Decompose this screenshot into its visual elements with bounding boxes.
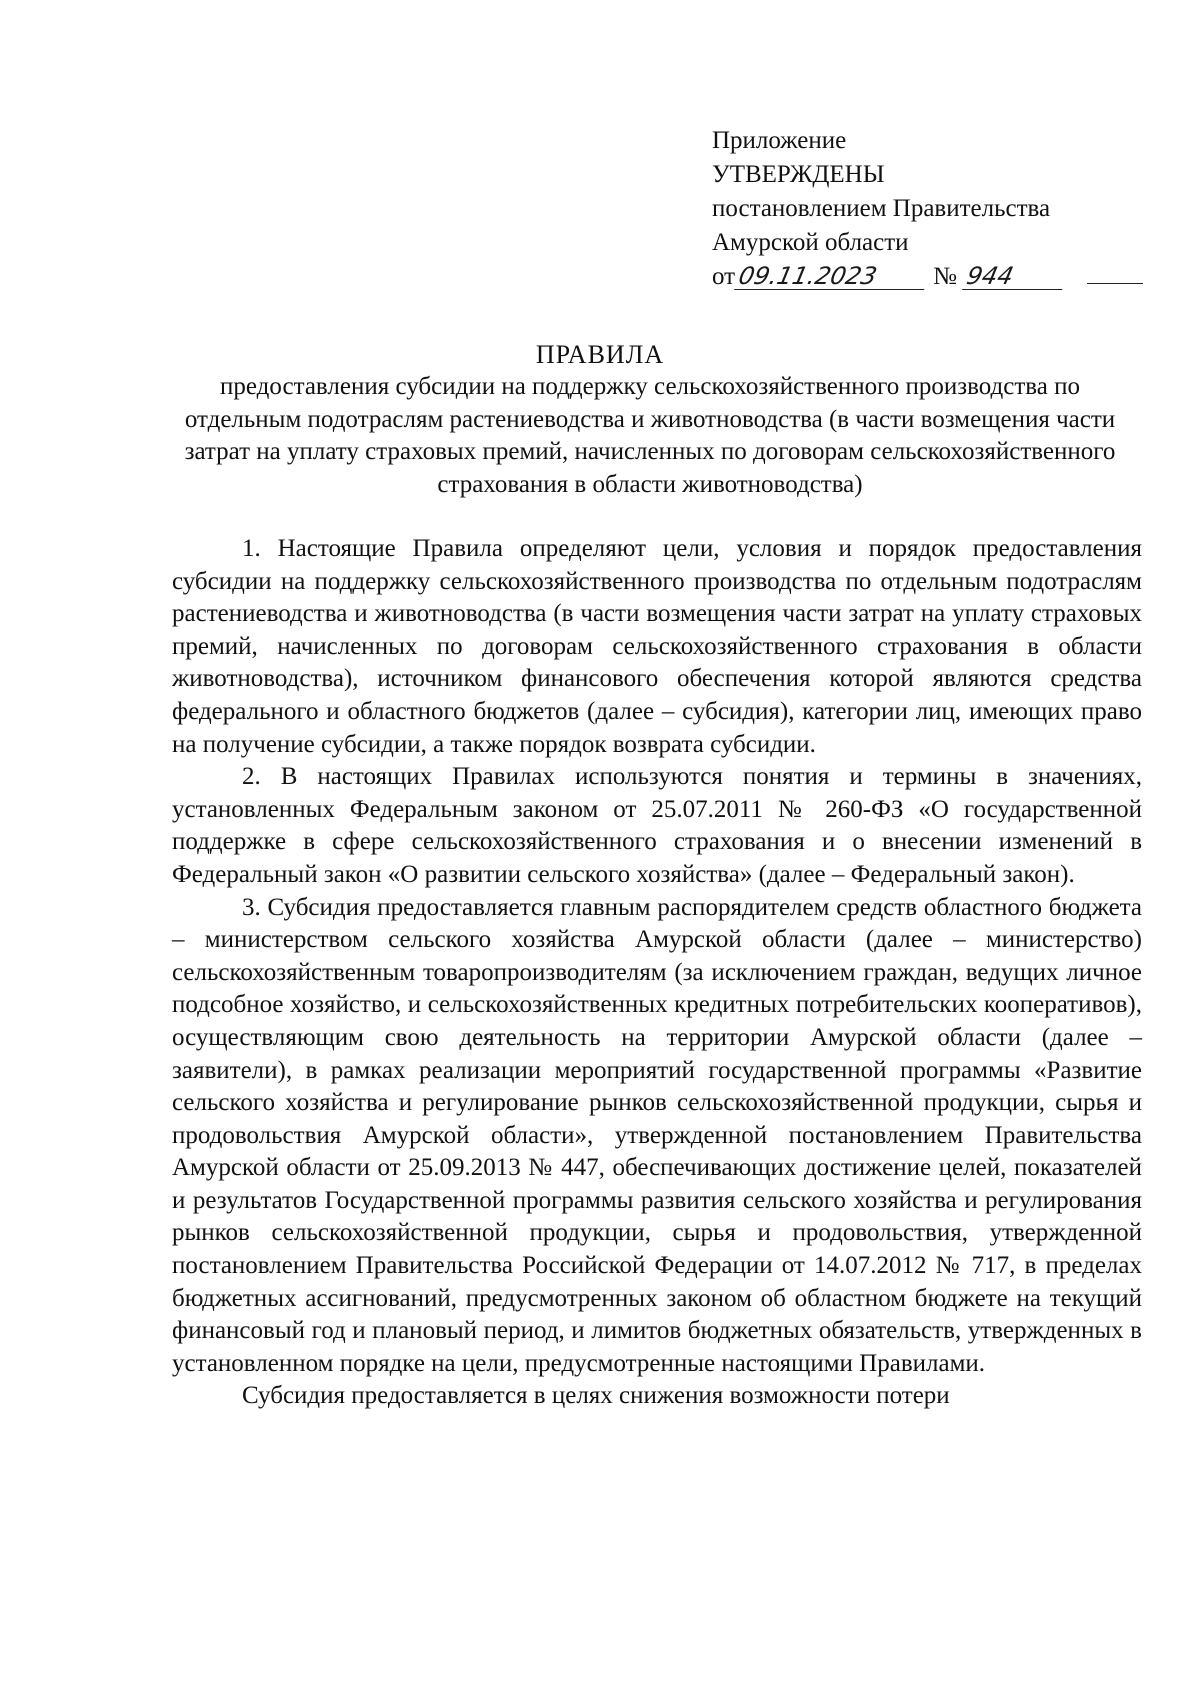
blank-underline <box>1087 263 1143 284</box>
paragraph-3: 3. Субсидия предоставляется главным распорядителем средств областного бюджета – министерством сельского хозяйства Амурской области (далее – министерство) сельскохозяйственным товаропроизводителям (за исключением граждан, ведущих личное подсобное хозяйство, и сельскохозяйственных кредитных потребительских кооперативов), осуществляющим свою деятельность на территории Амурской области (далее – заявители), в рамках реализации мероприятий государственной программы «Развитие сельского хозяйства и регулирование рынков сельскохозяйственной продукции, сырья и продовольствия Амурской области», утвержденной постановлением Правительства Амурской области от 25.09.2013 № 447, обеспечивающих достижение целей, показателей и результатов Государственной программы развития сельского хозяйства и регулирования рынков сельскохозяйственной продукции, сырья и продовольствия, утвержденной постановлением Правительства Российской Федерации от 14.07.2012 № 717, в пределах бюджетных ассигнований, предусмотренных законом об областном бюджете на текущий финансовый год и плановый период, и лимитов бюджетных обязательств, утвержденных в установленном порядке на цели, предусмотренные настоящими Правилами. <box>172 893 1142 1377</box>
document-title: ПРАВИЛА <box>535 340 665 369</box>
document-subtitle: предоставления субсидии на поддержку сельскохозяйственного производства по отдельным подотраслям растениеводства и животноводства (в части возмещения части затрат на уплату страховых премий, начисленных по договорам сельскохозяйственного страхования в области животноводства) <box>184 373 1116 498</box>
region-label: Амурской области <box>712 229 909 256</box>
approved-label: УТВЕРЖДЕНЫ <box>712 161 885 188</box>
number-sign: № <box>933 263 957 290</box>
date-prefix: от <box>712 263 736 290</box>
appendix-label: Приложение <box>712 127 847 154</box>
paragraph-1: 1. Настоящие Правила определяют цели, условия и порядок предоставления субсидии на поддержку сельскохозяйственного производства по отдельным подотраслям растениеводства и животноводства (в части возмещения части затрат на уплату страховых премий, начисленных по договорам сельскохозяйственного страхования в области животноводства), источником финансового обеспечения которой являются средства федерального и областного бюджетов (далее – субсидия), категории лиц, имеющих право на получение субсидии, а также порядок возврата субсидии. <box>172 535 1142 758</box>
date-number-line <box>712 260 1143 294</box>
handwritten-number: 944 <box>962 263 1068 290</box>
paragraph-2: 2. В настоящих Правилах используются понятия и термины в значениях, установленных Федеральным законом от 25.07.2011 № 260-ФЗ «О государственной поддержке в сфере сельскохозяйственного страхования и о внесении изменений в Федеральный закон «О развитии сельского хозяйства» (далее – Федеральный закон). <box>172 763 1142 888</box>
paragraph-4: Субсидия предоставляется в целях снижения возможности потери <box>242 1382 950 1410</box>
document-body <box>172 533 1142 1413</box>
resolution-label: постановлением Правительства <box>712 195 1051 222</box>
approval-block <box>712 124 1143 294</box>
handwritten-date: 09.11.2023 <box>734 263 930 290</box>
